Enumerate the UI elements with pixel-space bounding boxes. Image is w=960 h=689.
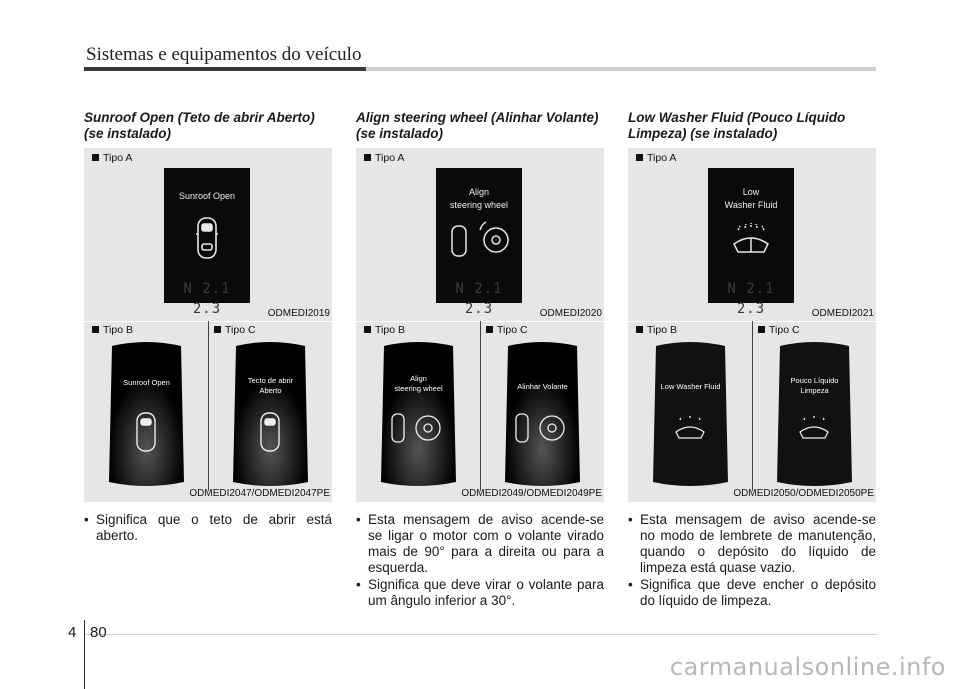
display-frame <box>104 340 189 488</box>
cluster-display-type-c <box>772 340 857 488</box>
list-item: • Significa que o teto de abrir está aberto. <box>84 512 332 544</box>
odometer-digits: N 2.1 2.3 <box>727 281 775 317</box>
cluster-display-type-b <box>648 340 733 488</box>
display-frame <box>500 340 585 488</box>
odometer-digits: N 2.1 2.3 <box>455 281 503 317</box>
display-message: Sunroof Open <box>123 378 170 387</box>
display-message: Tecto de abrir Aberto <box>247 376 294 395</box>
display-message: Align steering wheel <box>394 374 443 393</box>
cluster-display-type-b <box>104 340 189 488</box>
list-item: • Esta mensagem de aviso acende-se no modo de lembrete de manutenção, quando o depósito do líquido de limpeza está quase vazio. <box>628 512 876 576</box>
watermark: carmanualsonline.info <box>669 653 946 681</box>
type-c-label: Tipo C <box>214 324 256 336</box>
display-message: Alinhar Volante <box>517 382 568 391</box>
display-message: Low Washer Fluid <box>724 187 778 210</box>
cluster-display-type-a <box>164 168 250 317</box>
section-low-washer-fluid <box>628 110 876 610</box>
bullet-list <box>356 512 604 609</box>
cluster-display-type-a <box>436 168 522 317</box>
cluster-display-type-c <box>228 340 313 488</box>
figure-code: ODMEDI2019 <box>267 308 330 319</box>
display-message: Align steering wheel <box>449 187 509 210</box>
type-a-label: Tipo A <box>92 152 132 164</box>
chapter-number: 4 <box>68 624 77 641</box>
cluster-display-type-c <box>500 340 585 488</box>
bullet-list <box>628 512 876 609</box>
figure-code: ODMEDI2050/ODMEDI2050PE <box>733 488 874 499</box>
odometer-digits: N 2.1 2.3 <box>183 281 231 317</box>
list-item: • Esta mensagem de aviso acende-se se ligar o motor com o volante virado mais de 90° para a direita ou para a esquerda. <box>356 512 604 576</box>
display-message: Sunroof Open <box>178 191 236 201</box>
type-b-label: Tipo B <box>636 324 677 336</box>
type-a-label: Tipo A <box>364 152 404 164</box>
display-frame <box>376 340 461 488</box>
header-rule <box>84 67 876 71</box>
section-sunroof <box>84 110 332 545</box>
figure-code: ODMEDI2047/ODMEDI2047PE <box>189 488 330 499</box>
figure-panel <box>628 148 876 502</box>
page-number: 80 <box>90 624 107 641</box>
cluster-display-type-b <box>376 340 461 488</box>
type-b-label: Tipo B <box>364 324 405 336</box>
display-frame <box>228 340 313 488</box>
figure-code: ODMEDI2021 <box>811 308 874 319</box>
section-title: Low Washer Fluid (Pouco Líquido Limpeza) (se instalado) <box>628 110 846 141</box>
display-message: Low Washer Fluid <box>660 382 721 391</box>
footer-separator <box>84 620 85 689</box>
bullet-list <box>84 512 332 544</box>
section-align-steering <box>356 110 604 610</box>
figure-panel <box>84 148 332 502</box>
type-a-label: Tipo A <box>636 152 676 164</box>
cluster-display-type-a <box>708 168 794 317</box>
type-c-label: Tipo C <box>758 324 800 336</box>
display-frame <box>772 340 857 488</box>
figure-code: ODMEDI2020 <box>539 308 602 319</box>
figure-code: ODMEDI2049/ODMEDI2049PE <box>461 488 602 499</box>
section-title: Sunroof Open (Teto de abrir Aberto) (se instalado) <box>84 110 315 141</box>
figure-panel <box>356 148 604 502</box>
display-frame <box>648 340 733 488</box>
page-header-title: Sistemas e equipamentos do veículo <box>86 44 362 65</box>
list-item: • Significa que deve virar o volante para um ângulo inferior a 30°. <box>356 577 604 609</box>
display-message: Pouco Líquido Limpeza <box>790 376 839 395</box>
list-item: • Significa que deve encher o depósito do líquido de limpeza. <box>628 577 876 609</box>
section-title: Align steering wheel (Alinhar Volante) (se instalado) <box>356 110 599 141</box>
footer-rule <box>85 634 877 635</box>
type-b-label: Tipo B <box>92 324 133 336</box>
type-c-label: Tipo C <box>486 324 528 336</box>
